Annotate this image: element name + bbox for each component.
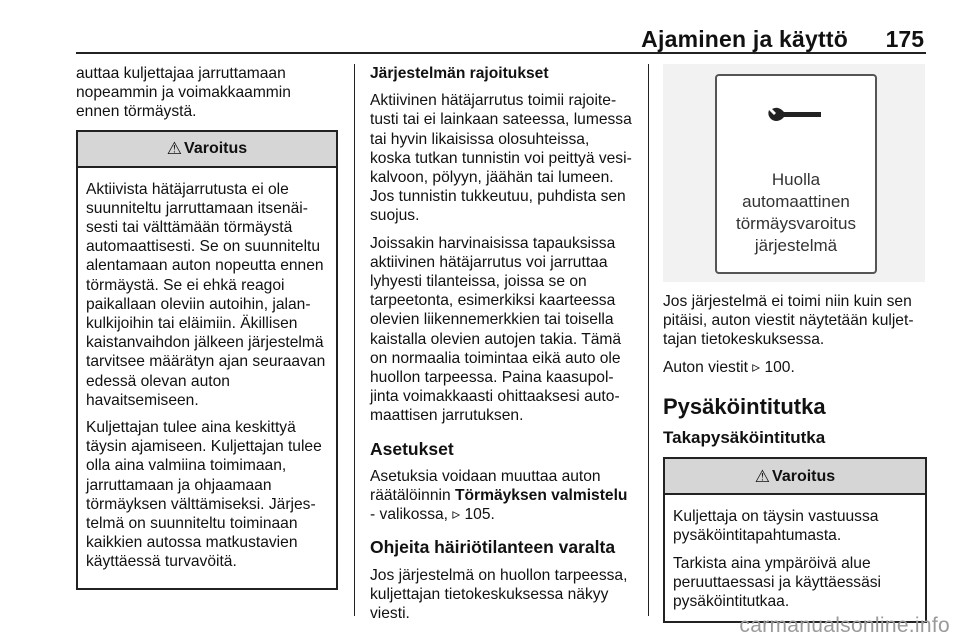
reference-arrow-icon: ▹: [752, 358, 761, 376]
fault-paragraph: Jos järjestelmä on huollon tarpeessa, kuljettajan tietokeskuksessa näkyy viesti.: [370, 566, 628, 623]
rear-parking-heading: Takapysäköintitutka: [663, 428, 826, 448]
warning-title: Varoitus: [772, 467, 836, 485]
column-right: [663, 64, 927, 623]
reference-arrow-icon: ▹: [452, 506, 461, 524]
warning-triangle-icon: ⚠: [754, 466, 771, 486]
fault-heading: Ohjeita häiriötilanteen varalta: [370, 537, 616, 558]
parking-heading: Pysäköintitutka: [663, 393, 826, 419]
settings-text: Asetuksia voidaan muuttaa auton räätälöinnin: [370, 467, 601, 505]
intro-paragraph: auttaa kuljettajaa jarruttamaan nopeammin ja voimakkaammin ennen törmäystä.: [76, 65, 291, 121]
info-display-illustration: [663, 64, 925, 282]
warning-paragraph: Kuljettajan tulee aina keskittyä täysin ajamiseen. Kuljettajan tulee olla aina valmiina toimimaan, jarruttamaan ja ohjaamaan törmäyksen välttämiseksi. Järjestelmä on suunniteltu toiminaan kaikkien autossa matkustavien käyttäessä turvavöitä.: [86, 419, 322, 571]
page-header: [0, 0, 960, 58]
warning-title: Varoitus: [184, 140, 248, 157]
messages-text: Auton viestit: [663, 358, 753, 376]
warning-header: [78, 132, 336, 168]
display-screen: [715, 74, 877, 274]
display-line: törmäysvaroitus: [736, 214, 856, 233]
wrench-icon: [765, 104, 825, 126]
warning-box: [663, 457, 927, 623]
column-divider: [354, 64, 355, 616]
messages-paragraph: [663, 358, 927, 377]
limits-heading: Järjestelmän rajoitukset: [370, 65, 549, 82]
column-middle: [370, 64, 634, 631]
section-title: Ajaminen ja käyttö: [641, 26, 848, 52]
limits-paragraph: Aktiivinen hätäjarrutus toimii rajoitetusti tai ei lainkaan sateessa, lumessa tai hyvin likaisissa olosuhteissa, koska tutkan tunnistin voi peittyä vesikalvoon, pölyyn, jäähän tai lumeen. Jos tunnistin tukkeutuu, puhdista sen suojus.: [370, 92, 632, 225]
display-line: järjestelmä: [754, 236, 838, 255]
menu-name: Törmäyksen valmistelu: [454, 487, 628, 505]
warning-body: [665, 495, 925, 621]
display-line: Huolla: [771, 170, 821, 189]
warning-paragraph: Tarkista aina ympäröivä alue peruuttaessasi ja käyttäessäsi pysäköintitutkaa.: [673, 554, 882, 611]
warning-header: [665, 459, 925, 495]
settings-paragraph: [370, 467, 634, 525]
display-line: automaattinen: [742, 192, 850, 211]
warning-box: [76, 130, 338, 590]
display-paragraph: Jos järjestelmä ei toimi niin kuin sen pitäisi, auton viestit näytetään kuljettajan tietokeskuksessa.: [663, 293, 914, 349]
warning-paragraph: Kuljettaja on täysin vastuussa pysäköintitapahtumasta.: [673, 508, 879, 545]
display-message: [717, 169, 875, 257]
page-reference-link[interactable]: 105.: [464, 506, 495, 524]
page-number: 175: [885, 26, 924, 52]
warning-body: [78, 168, 336, 588]
column-left: [76, 64, 338, 590]
settings-heading: Asetukset: [370, 438, 454, 459]
page-reference-link[interactable]: 100.: [764, 358, 795, 376]
warning-triangle-icon: ⚠: [166, 139, 183, 158]
warning-paragraph: Aktiivista hätäjarrutusta ei ole suunniteltu jarruttamaan itsenäisesti tai välttämään törmäystä automaattisesti. Se on suunniteltu alentamaan auton nopeutta ennen törmäystä. Se ei ehkä reagoi paikallaan oleviin autoihin, jalankulkijoihin tai eläimiin. Äkillisen kaistanvaihdon jälkeen järjestelmä tarvitsee määrätyn ajan seuraavan edessä olevan auton havaitsemiseen.: [86, 180, 326, 409]
column-divider: [648, 64, 649, 616]
settings-text: - valikossa,: [370, 506, 453, 524]
limits-paragraph: Joissakin harvinaisissa tapauksissa aktiivinen hätäjarrutus voi jarruttaa lyhyesti tilanteissa, joissa se on tarpeetonta, esimerkiksi kaarteessa olevien liikennemerkkien tai toisella kaistalla olevien autojen takia. Tämä on normaalia toimintaa eikä auto ole huollon tarpeessa. Paina kaasupoljinta voimakkaasti ohittaaksesi automaattisen jarrutuksen.: [370, 234, 622, 425]
header-rule: [76, 52, 926, 54]
watermark: carmanualsonline.info: [739, 614, 950, 637]
